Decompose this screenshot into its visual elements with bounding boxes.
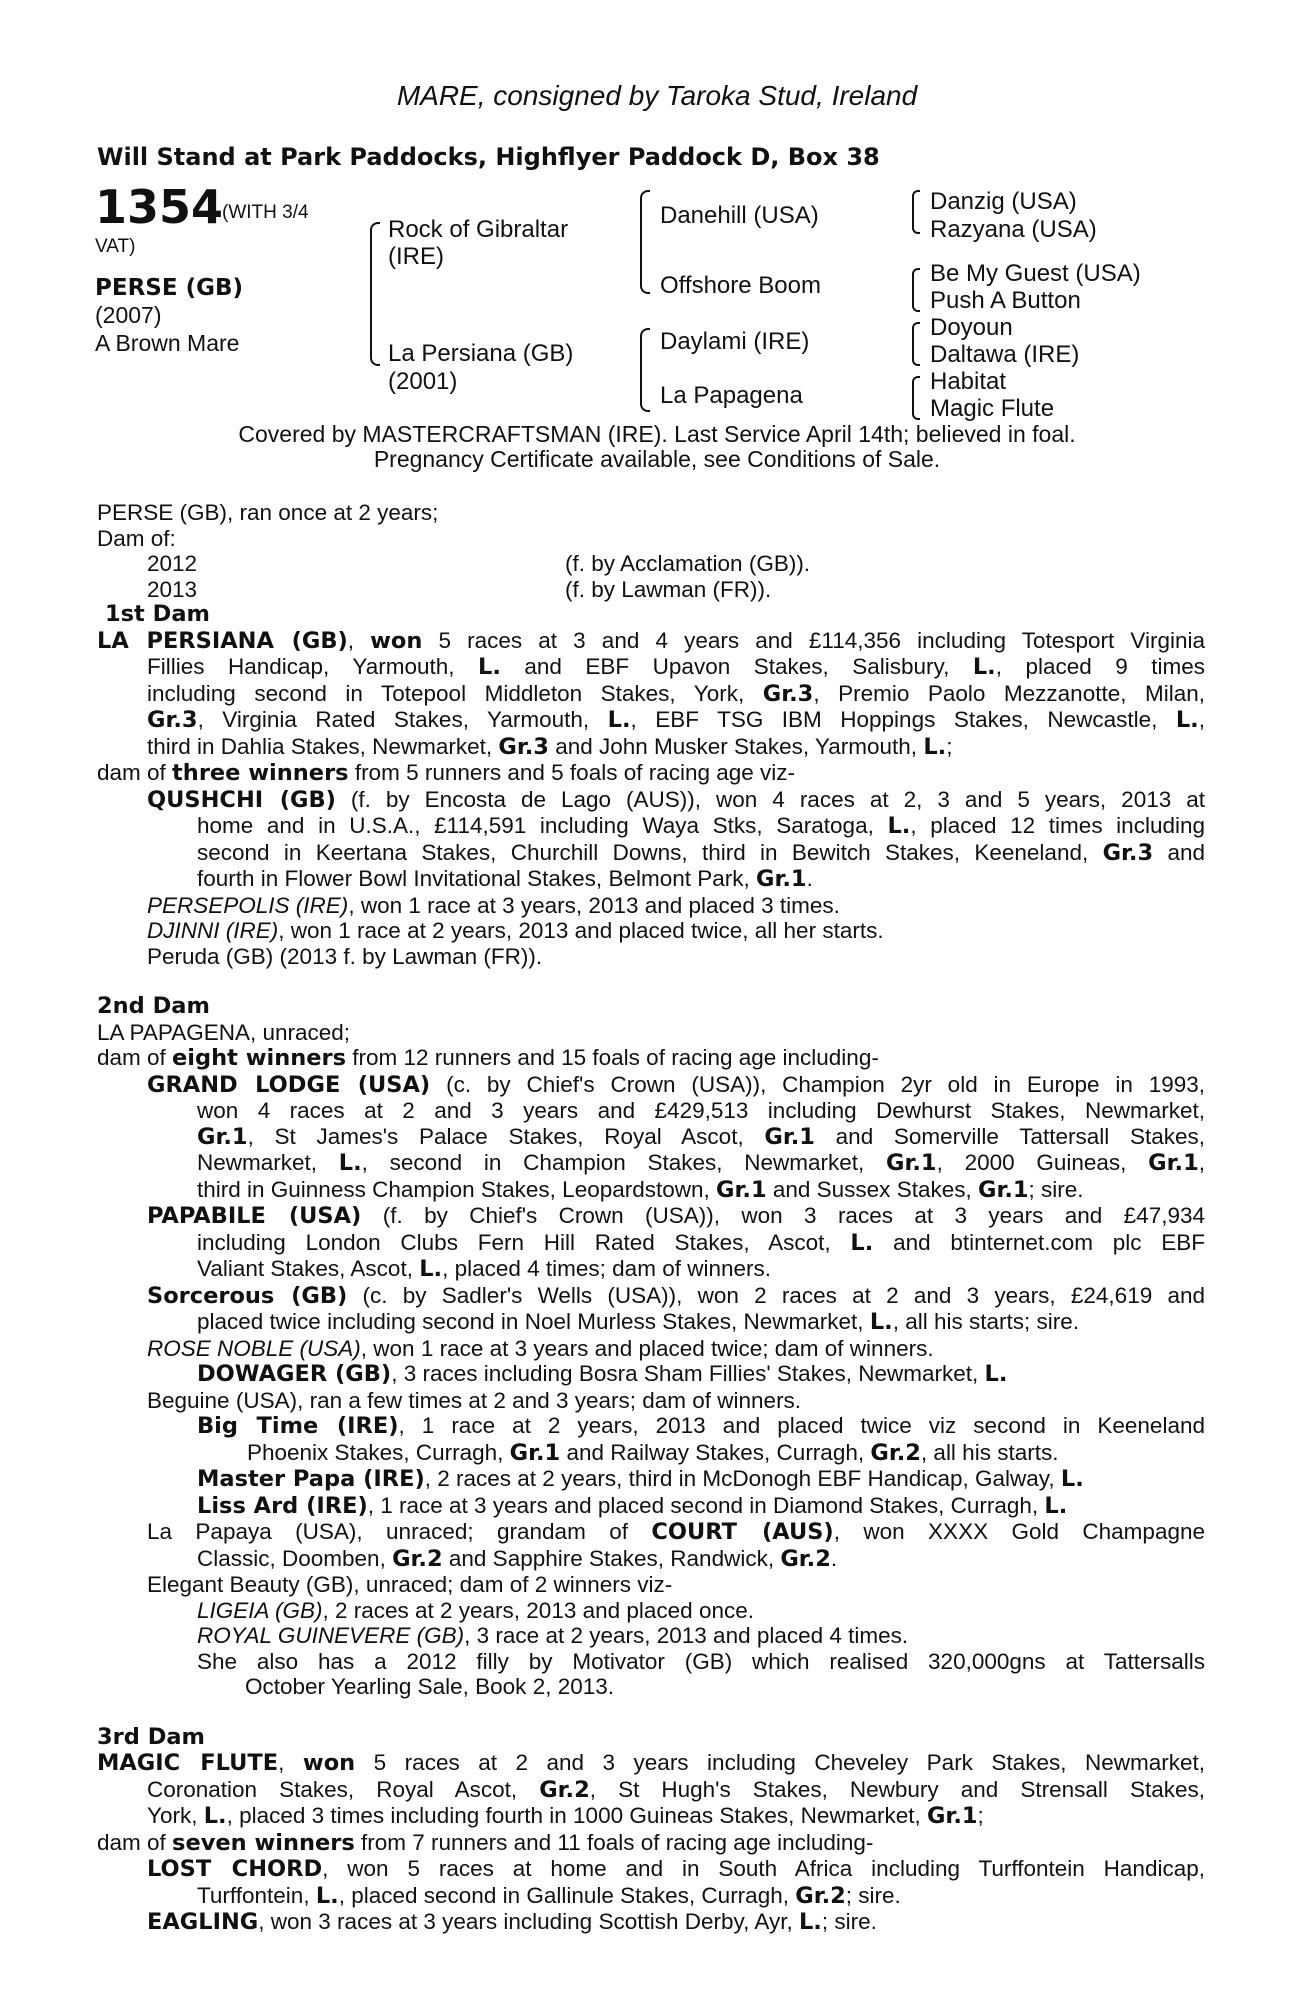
qushchi-line: fourth in Flower Bowl Invitational Stakes, Belmont Park, Gr.1.	[197, 866, 813, 892]
second-dam-heading: 2nd Dam	[97, 993, 210, 1019]
horse-description: A Brown Mare	[95, 330, 240, 356]
pregnancy-note: Pregnancy Certificate available, see Conditions of Sale.	[373, 446, 941, 472]
grand-lodge-line: won 4 races at 2 and 3 years and £429,513 including Dewhurst Stakes, Newmarket,	[197, 1098, 1205, 1123]
lost-chord-line: LOST CHORD, won 5 races at home and in South Africa including Turffontein Handicap,	[147, 1856, 1205, 1882]
page-title: MARE, consigned by Taroka Stud, Ireland	[396, 80, 918, 111]
qushchi-line: QUSHCHI (GB) (f. by Encosta de Lago (AUS)), won 4 races at 2, 3 and 5 years, 2013 at	[147, 786, 1205, 813]
qushchi-line: second in Keertana Stakes, Churchill Downs, third in Bewitch Stakes, Keeneland, Gr.3 and	[197, 839, 1205, 866]
master-papa-line: Master Papa (IRE), 2 races at 2 years, third in McDonogh EBF Handicap, Galway, L.	[197, 1466, 1084, 1492]
produce-year: 2012	[147, 551, 198, 576]
sorcerous-line: placed twice including second in Noel Murless Stakes, Newmarket, L., all his starts; sire.	[197, 1309, 1079, 1335]
royal-guinevere-line: ROYAL GUINEVERE (GB), 3 race at 2 years, 2013 and placed 4 times.	[197, 1623, 909, 1648]
intro-line: PERSE (GB), ran once at 2 years;	[97, 500, 439, 525]
grand-lodge-line: GRAND LODGE (USA) (c. by Chief's Crown (USA)), Champion 2yr old in Europe in 1993,	[147, 1071, 1205, 1098]
first-dam-line: including second in Totepool Middleton Stakes, York, Gr.3, Premio Paolo Mezzanotte, Milan,	[147, 680, 1205, 707]
papabile-line: including London Clubs Fern Hill Rated Stakes, Ascot, L. and btinternet.com plc EBF	[197, 1229, 1206, 1256]
sire-country: (IRE)	[388, 243, 444, 270]
third-dam-heading: 3rd Dam	[97, 1723, 205, 1750]
first-dam-produce-summary: dam of three winners from 5 runners and 5 foals of racing age viz-	[97, 760, 796, 786]
magic-flute-line: MAGIC FLUTE, won 5 races at 2 and 3 years including Cheveley Park Stakes, Newmarket,	[97, 1750, 1205, 1776]
danehill-brace	[912, 190, 920, 234]
papabile-line: PAPABILE (USA) (f. by Chief's Crown (USA)), won 3 races at 3 years and £47,934	[147, 1203, 1205, 1229]
vat-note-2: VAT)	[95, 236, 136, 257]
great-grandsire-4: Habitat	[930, 368, 1007, 395]
big-time-line: Phoenix Stakes, Curragh, Gr.1 and Railway Stakes, Curragh, Gr.2, all his starts.	[247, 1439, 1059, 1466]
first-dam-heading: 1st Dam	[105, 601, 210, 627]
stand-location: Will Stand at Park Paddocks, Highflyer Paddock D, Box 38	[97, 143, 880, 171]
qushchi-line: home and in U.S.A., £114,591 including Waya Stks, Saratoga, L., placed 12 times including	[197, 813, 1206, 839]
dam-year: (2001)	[388, 368, 458, 395]
produce-record	[97, 500, 1205, 1936]
produce-detail: (f. by Acclamation (GB)).	[565, 551, 811, 576]
great-grandsire-3: Doyoun	[930, 314, 1013, 341]
dam-of-label: Dam of:	[97, 525, 176, 551]
dam-sire: Daylami (IRE)	[660, 328, 810, 355]
dam-line-brace	[640, 328, 650, 412]
eagling-line: EAGLING, won 3 races at 3 years including Scottish Derby, Ayr, L.; sire.	[147, 1909, 877, 1935]
sire-dam-brace	[370, 222, 380, 366]
lot-number: 1354	[95, 180, 224, 234]
grand-lodge-line: Gr.1, St James's Palace Stakes, Royal Ascot, Gr.1 and Somerville Tattersall Stakes,	[197, 1123, 1205, 1150]
great-granddam-1: Razyana (USA)	[930, 216, 1097, 243]
sire-line-brace	[640, 190, 650, 294]
second-dam-summary: dam of eight winners from 12 runners and 15 foals of racing age including-	[97, 1045, 879, 1071]
sorcerous-line: Sorcerous (GB) (c. by Sadler's Wells (USA)), won 2 races at 2 and 3 years, £24,619 and	[147, 1282, 1205, 1309]
sale-note: October Yearling Sale, Book 2, 2013.	[245, 1674, 615, 1699]
second-dam-line: LA PAPAGENA, unraced;	[97, 1019, 351, 1045]
la-papagena-brace	[912, 376, 920, 420]
first-dam-line: LA PERSIANA (GB), won 5 races at 3 and 4 years and £114,356 including Totesport Virginia	[97, 627, 1205, 654]
covered-note: Covered by MASTERCRAFTSMAN (IRE). Last Service April 14th; believed in foal.	[238, 421, 1076, 447]
la-papaya-line: Classic, Doomben, Gr.2 and Sapphire Stakes, Randwick, Gr.2.	[197, 1545, 838, 1572]
daylami-brace	[912, 322, 920, 366]
great-granddam-2: Push A Button	[930, 287, 1081, 314]
produce-detail: (f. by Lawman (FR)).	[565, 576, 772, 602]
magic-flute-line: York, L., placed 3 times including fourth in 1000 Guineas Stakes, Newmarket, Gr.1;	[147, 1803, 984, 1829]
great-granddam-4: Magic Flute	[930, 395, 1055, 422]
great-grandsire-2: Be My Guest (USA)	[930, 260, 1141, 287]
sale-note: She also has a 2012 filly by Motivator (GB) which realised 320,000gns at Tattersalls	[197, 1648, 1205, 1674]
great-grandsire-1: Danzig (USA)	[930, 188, 1077, 215]
liss-ard-line: Liss Ard (IRE), 1 race at 3 years and placed second in Diamond Stakes, Curragh, L.	[197, 1492, 1068, 1519]
dam-name: La Persiana (GB)	[388, 340, 574, 367]
offshore-boom-brace	[912, 268, 920, 312]
djinni-line: DJINNI (IRE), won 1 race at 2 years, 2013 and placed twice, all her starts.	[147, 918, 884, 943]
first-dam-line: Fillies Handicap, Yarmouth, L. and EBF Upavon Stakes, Salisbury, L., placed 9 times	[147, 654, 1206, 680]
sire-name: Rock of Gibraltar	[388, 216, 569, 243]
dam-dam: La Papagena	[660, 382, 803, 409]
grand-lodge-line: third in Guinness Champion Stakes, Leopardstown, Gr.1 and Sussex Stakes, Gr.1; sire.	[197, 1176, 1084, 1203]
papabile-line: Valiant Stakes, Ascot, L., placed 4 times; dam of winners.	[197, 1256, 771, 1282]
magic-flute-line: Coronation Stakes, Royal Ascot, Gr.2, St Hugh's Stakes, Newbury and Strensall Stakes,	[147, 1776, 1205, 1803]
rose-noble-line: ROSE NOBLE (USA), won 1 race at 3 years and placed twice; dam of winners.	[147, 1335, 934, 1361]
sire-dam: Offshore Boom	[660, 272, 821, 299]
grand-lodge-line: Newmarket, L., second in Champion Stakes, Newmarket, Gr.1, 2000 Guineas, Gr.1,	[197, 1150, 1205, 1176]
foaling-year: (2007)	[95, 302, 162, 328]
produce-2013	[97, 577, 1205, 603]
third-dam-summary: dam of seven winners from 7 runners and 11 foals of racing age including-	[97, 1829, 874, 1856]
persepolis-line: PERSEPOLIS (IRE), won 1 race at 3 years, 2013 and placed 3 times.	[147, 892, 840, 918]
produce-2012	[97, 551, 1205, 577]
beguine-line: Beguine (USA), ran a few times at 2 and 3 years; dam of winners.	[147, 1387, 802, 1413]
peruda-line: Peruda (GB) (2013 f. by Lawman (FR)).	[147, 943, 543, 969]
sire-sire: Danehill (USA)	[660, 202, 819, 229]
dowager-line: DOWAGER (GB), 3 races including Bosra Sham Fillies' Stakes, Newmarket, L.	[197, 1361, 1008, 1387]
la-papaya-line: La Papaya (USA), unraced; grandam of COURT (AUS), won XXXX Gold Champagne	[147, 1519, 1205, 1545]
big-time-line: Big Time (IRE), 1 race at 2 years, 2013 and placed twice viz second in Keeneland	[197, 1413, 1205, 1439]
ligeia-line: LIGEIA (GB), 2 races at 2 years, 2013 and placed once.	[197, 1597, 754, 1623]
lost-chord-line: Turffontein, L., placed second in Gallinule Stakes, Curragh, Gr.2; sire.	[197, 1882, 901, 1909]
first-dam-line: third in Dahlia Stakes, Newmarket, Gr.3 and John Musker Stakes, Yarmouth, L.;	[147, 733, 953, 760]
vat-note: (WITH 3/4	[222, 202, 309, 223]
elegant-beauty-line: Elegant Beauty (GB), unraced; dam of 2 winners viz-	[147, 1572, 673, 1597]
great-granddam-3: Daltawa (IRE)	[930, 341, 1080, 368]
first-dam-line: Gr.3, Virginia Rated Stakes, Yarmouth, L., EBF TSG IBM Hoppings Stakes, Newcastle, L.,	[147, 707, 1205, 733]
horse-name: PERSE (GB)	[95, 275, 243, 301]
produce-year: 2013	[147, 576, 198, 602]
